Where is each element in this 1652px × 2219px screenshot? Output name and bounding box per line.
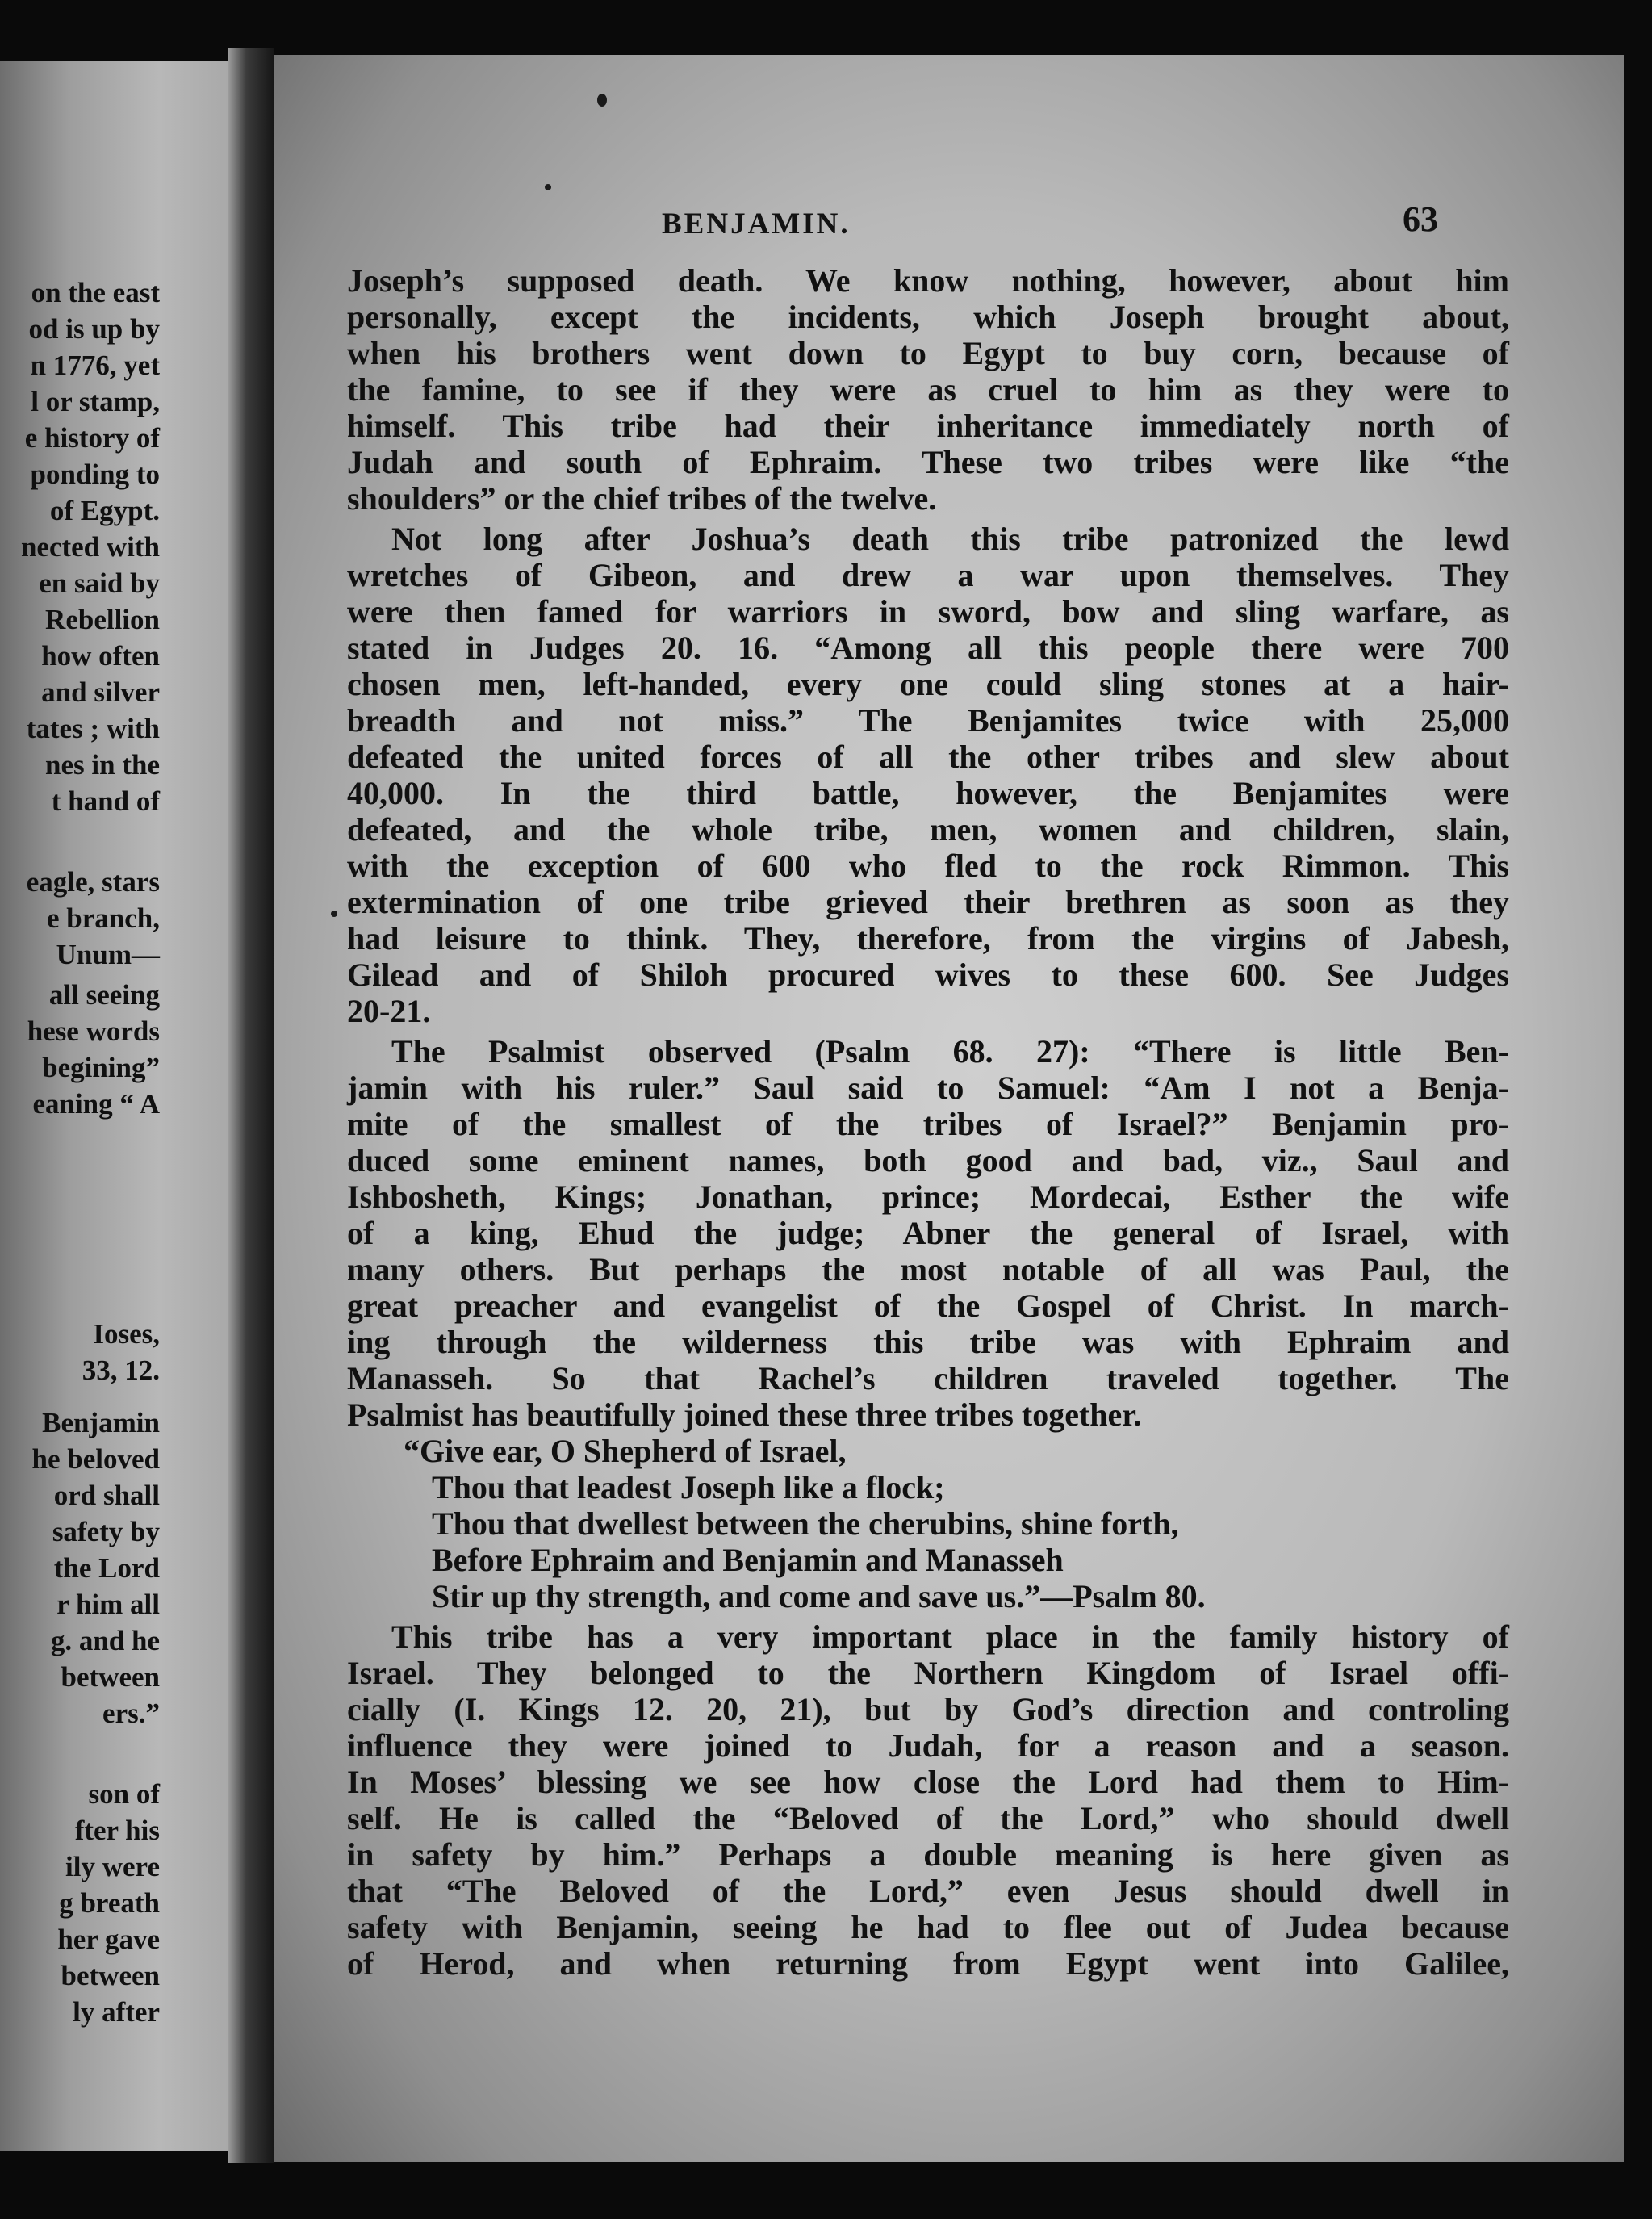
text-line: Not long after Joshua’s death this tribe patronized the lewd	[391, 521, 1509, 557]
poem-line: Stir up thy strength, and come and save us.”—Psalm 80.	[432, 1578, 1206, 1614]
text-line: when his brothers went down to Egypt to buy corn, because of	[347, 335, 1509, 371]
text-line: self. He is called the “Beloved of the Lord,” who should dwell	[347, 1800, 1509, 1836]
left-page-line: 33, 12.	[82, 1354, 160, 1386]
text-line: 40,000. In the third battle, however, the Benjamites were	[347, 775, 1509, 811]
text-line: chosen men, left-handed, every one could sling stones at a hair-	[347, 666, 1509, 702]
left-page-line: ily were	[65, 1851, 160, 1882]
text-line: of Herod, and when returning from Egypt went into Galilee,	[347, 1945, 1509, 1982]
text-line: Ishbosheth, Kings; Jonathan, prince; Mordecai, Esther the wife	[347, 1179, 1509, 1215]
text-line: jamin with his ruler.” Saul said to Samuel: “Am I not a Benja-	[347, 1070, 1509, 1106]
left-page-line: e branch,	[47, 902, 160, 934]
left-page-line: eagle, stars	[26, 866, 160, 898]
left-page-line: between	[61, 1960, 160, 1991]
left-page-line: g. and he	[50, 1625, 160, 1656]
left-page-line: e history of	[24, 422, 160, 454]
text-line: in safety by him.” Perhaps a double meaning is here given as	[347, 1836, 1509, 1873]
right-page	[274, 55, 1624, 2162]
left-page-line: her gave	[57, 1924, 160, 1955]
left-page-line: ers.”	[102, 1698, 160, 1729]
text-line: Judah and south of Ephraim. These two tribes were like “the	[347, 444, 1509, 480]
poem-line: Thou that dwellest between the cherubins, shine forth,	[432, 1505, 1179, 1542]
left-page-line: on the east	[31, 277, 160, 308]
left-page-line: and silver	[41, 676, 160, 708]
left-page-line: en said by	[39, 567, 160, 599]
text-line: safety with Benjamin, seeing he had to flee out of Judea because	[347, 1909, 1509, 1945]
left-page-line: tates ; with	[26, 713, 160, 744]
running-head: BENJAMIN.	[662, 207, 851, 241]
left-page-line: eaning “ A	[32, 1088, 160, 1120]
left-page-line: Unum—	[56, 939, 160, 970]
left-page-line: all seeing	[48, 979, 160, 1011]
left-page-line: r him all	[56, 1589, 160, 1620]
print-speck	[545, 184, 551, 190]
left-page-line: safety by	[52, 1516, 160, 1547]
left-page-line: the Lord	[53, 1552, 160, 1584]
text-line: mite of the smallest of the tribes of Israel?” Benjamin pro-	[347, 1106, 1509, 1142]
text-line: shoulders” or the chief tribes of the twelve.	[347, 480, 937, 517]
text-line: personally, except the incidents, which Joseph brought about,	[347, 299, 1509, 335]
text-line: that “The Beloved of the Lord,” even Jesus should dwell in	[347, 1873, 1509, 1909]
text-line: duced some eminent names, both good and bad, viz., Saul and	[347, 1142, 1509, 1179]
left-page-line: how often	[41, 640, 160, 672]
text-line: 20-21.	[347, 993, 431, 1029]
left-page-line: begining”	[42, 1052, 160, 1083]
left-page-line: od is up by	[28, 313, 160, 345]
poem-line: “Give ear, O Shepherd of Israel,	[404, 1433, 847, 1469]
left-page-line: son of	[88, 1778, 160, 1810]
left-page-line: hese words	[27, 1015, 160, 1047]
text-line: Psalmist has beautifully joined these three tribes together.	[347, 1396, 1142, 1433]
text-line: great preacher and evangelist of the Gospel of Christ. In march-	[347, 1287, 1509, 1324]
left-page-line: ponding to	[30, 458, 160, 490]
left-page-line: ord shall	[53, 1480, 160, 1511]
text-line: ing through the wilderness this tribe was with Ephraim and	[347, 1324, 1509, 1360]
text-line: had leisure to think. They, therefore, from the virgins of Jabesh,	[347, 920, 1509, 957]
text-line: the famine, to see if they were as cruel to him as they were to	[347, 371, 1509, 408]
left-page-fragment	[0, 61, 228, 2151]
poem-line: Before Ephraim and Benjamin and Manasseh	[432, 1542, 1064, 1578]
left-page-line: Rebellion	[45, 604, 160, 635]
left-page-line: of Egypt.	[49, 495, 160, 526]
text-line: defeated the united forces of all the other tribes and slew about	[347, 739, 1509, 775]
left-page-line: he beloved	[31, 1443, 160, 1475]
text-line: cially (I. Kings 12. 20, 21), but by God’s direction and controling	[347, 1691, 1509, 1727]
text-line: influence they were joined to Judah, for a reason and a season.	[347, 1727, 1509, 1764]
text-line: In Moses’ blessing we see how close the Lord had them to Him-	[347, 1764, 1509, 1800]
text-line: with the exception of 600 who fled to the rock Rimmon. This	[347, 848, 1509, 884]
text-line: himself. This tribe had their inheritance immediately north of	[347, 408, 1509, 444]
left-page-line: ly after	[73, 1996, 160, 2028]
text-line: Israel. They belonged to the Northern Kingdom of Israel offi-	[347, 1655, 1509, 1691]
left-page-line: nected with	[20, 531, 160, 563]
left-page-line: l or stamp,	[31, 386, 160, 417]
left-page-line: between	[61, 1661, 160, 1693]
text-line: This tribe has a very important place in the family history of	[391, 1618, 1509, 1655]
page-number: 63	[1403, 199, 1438, 239]
text-line: wretches of Gibeon, and drew a war upon themselves. They	[347, 557, 1509, 593]
text-line: Joseph’s supposed death. We know nothing, however, about him	[347, 262, 1509, 299]
text-line: of a king, Ehud the judge; Abner the general of Israel, with	[347, 1215, 1509, 1251]
poem-line: Thou that leadest Joseph like a flock;	[432, 1469, 945, 1505]
text-line: were then famed for warriors in sword, bow and sling warfare, as	[347, 593, 1509, 630]
left-page-line: t hand of	[51, 785, 160, 817]
text-line: stated in Judges 20. 16. “Among all this people there were 700	[347, 630, 1509, 666]
left-page-line: fter his	[74, 1815, 160, 1846]
text-line: The Psalmist observed (Psalm 68. 27): “There is little Ben-	[391, 1033, 1509, 1070]
text-line: Gilead and of Shiloh procured wives to these 600. See Judges	[347, 957, 1509, 993]
print-speck	[331, 911, 337, 917]
text-line: defeated, and the whole tribe, men, women and children, slain,	[347, 811, 1509, 848]
book-gutter	[228, 48, 274, 2163]
left-page-line: Ioses,	[93, 1318, 160, 1350]
text-line: extermination of one tribe grieved their brethren as soon as they	[347, 884, 1509, 920]
text-line: many others. But perhaps the most notable of all was Paul, the	[347, 1251, 1509, 1287]
text-line: breadth and not miss.” The Benjamites twice with 25,000	[347, 702, 1509, 739]
left-page-line: n 1776, yet	[30, 350, 160, 381]
print-speck	[597, 94, 607, 107]
left-page-line: nes in the	[45, 749, 160, 781]
left-page-line: Benjamin	[42, 1407, 160, 1438]
text-line: Manasseh. So that Rachel’s children traveled together. The	[347, 1360, 1509, 1396]
left-page-line: g breath	[59, 1887, 160, 1919]
